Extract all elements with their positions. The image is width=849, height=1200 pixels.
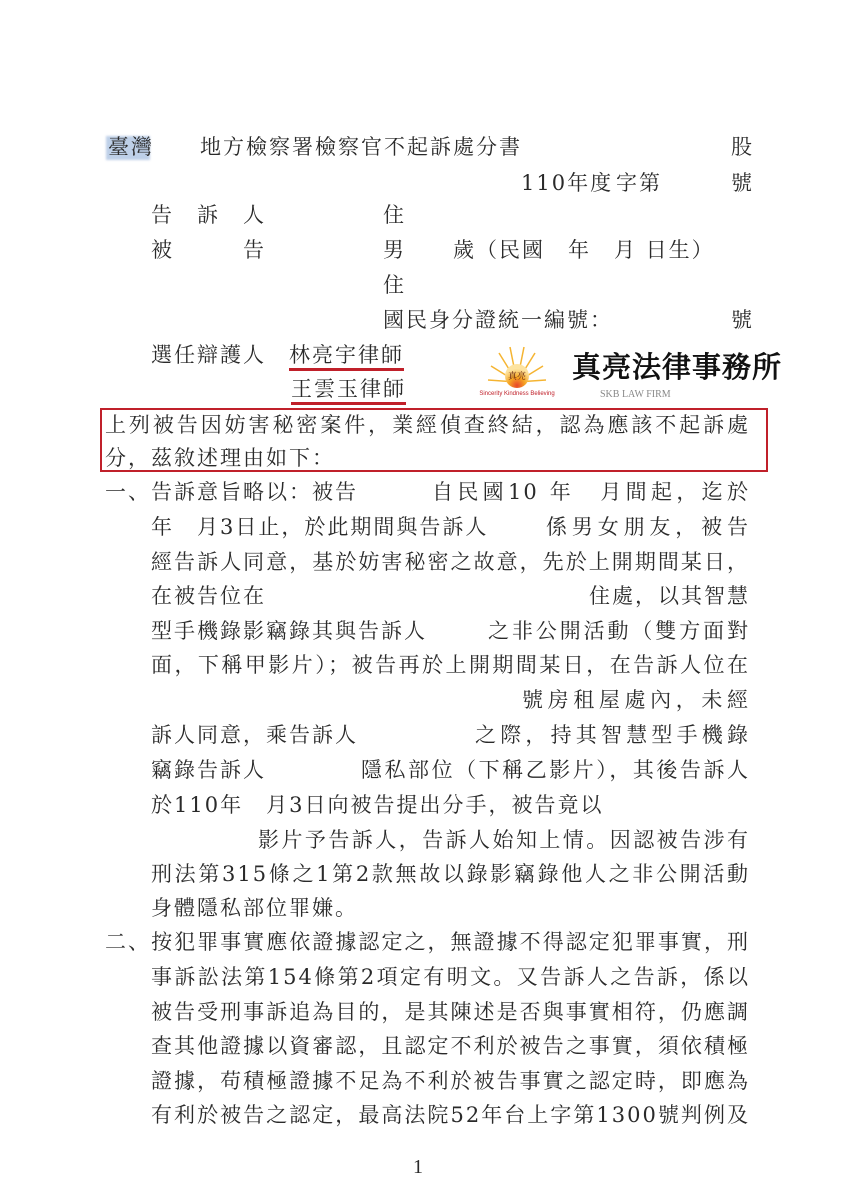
case-type-highlight: 妨害秘密 (225, 413, 321, 438)
section1-line: 刑法第315條之1第2款無故以錄影竊錄他人之非公開活動 (151, 862, 750, 886)
section2-line: 證據，苟積極證據不足為不利於被告事實之認定時，即應為 (151, 1069, 750, 1093)
section1-line: 隱私部位（下稱乙影片），其後告訴人 (361, 758, 750, 782)
defendant-address: 住 (383, 273, 406, 297)
section1-line: 在被告位在 (151, 584, 266, 608)
section1-line: 係男女朋友，被告 (546, 515, 750, 539)
section2-line: 查其他證據以資審認，且認定不利於被告之事實，須依積極 (151, 1034, 750, 1058)
law-firm-english-name: SKB LAW FIRM (600, 389, 671, 400)
document-title: 地方檢察署檢察官不起訴處分書 (200, 135, 522, 159)
section1-line: 型手機錄影竊錄其與告訴人 (151, 619, 427, 643)
court-prefix: 臺灣 (108, 135, 154, 159)
id-number-suffix: 號 (731, 308, 754, 332)
section1-line: 經告訴人同意，基於妨害秘密之故意，先於上開期間某日， (151, 550, 750, 574)
section1-line: 竊錄告訴人 (151, 758, 266, 782)
section2-line: 二、按犯罪事實應依證據認定之，無證據不得認定犯罪事實，刑 (105, 930, 750, 954)
section1-line: 於110年 月3日向被告提出分手，被告竟以 (151, 793, 604, 817)
division-label: 股 (731, 135, 754, 159)
complainant-label: 告 訴 人 (151, 203, 266, 227)
section1-line: 訴人同意，乘告訴人 (151, 723, 358, 747)
complainant-address: 住 (383, 203, 406, 227)
section1-line: 自民國10 年 月間起，迄於 (432, 480, 750, 504)
intro-line-2: 分，茲敘述理由如下： (105, 446, 335, 470)
id-number-label: 國民身分證統一編號： (383, 308, 613, 332)
section1-line: 身體隱私部位罪嫌。 (151, 896, 358, 920)
defendant-gender: 男 (383, 238, 406, 262)
case-number-suffix: 號 (731, 171, 754, 195)
counsel-1: 林亮宇律師 (289, 343, 404, 371)
section1-line: 年 月3日止，於此期間與告訴人 (151, 515, 489, 539)
page-number: 1 (413, 1156, 423, 1178)
section2-line: 被告受刑事訴追為目的，是其陳述是否與事實相符，仍應調 (151, 1000, 750, 1024)
logo-tagline: Sincerity Kindness Believing (479, 391, 555, 397)
section1-line: 之際，持其智慧型手機錄 (475, 723, 750, 747)
case-word: 字第 (616, 171, 662, 195)
law-firm-sun-logo (486, 346, 548, 388)
defendant-birth: 歲（民國 年 月 日生） (453, 238, 715, 262)
logo-emblem-text: 真亮 (507, 372, 527, 382)
section1-line: 影片予告訴人，告訴人始知上情。因認被告涉有 (258, 828, 750, 852)
section2-line: 事訴訟法第154條第2項定有明文。又告訴人之告訴，係以 (151, 965, 750, 989)
intro-line-1: 上列被告因妨害秘密案件，業經偵查終結，認為應該不起訴處 (105, 412, 750, 438)
defendant-label: 被 告 (151, 238, 266, 262)
section1-line: 一、告訴意旨略以：被告 (105, 480, 358, 504)
counsel-label: 選任辯護人 (151, 343, 266, 367)
case-year: 110年度 (521, 171, 614, 195)
counsel-2: 王雲玉律師 (291, 377, 406, 405)
section1-line: 住處，以其智慧 (589, 584, 750, 608)
section2-line: 有利於被告之認定，最高法院52年台上字第1300號判例及 (151, 1103, 750, 1127)
section1-line: 面，下稱甲影片）；被告再於上開期間某日，在告訴人位在 (151, 653, 750, 677)
section1-line: 之非公開活動（雙方面對 (488, 619, 750, 643)
law-firm-name: 真亮法律事務所 (572, 350, 783, 384)
section1-line: 號房租屋處內，未經 (522, 688, 750, 712)
